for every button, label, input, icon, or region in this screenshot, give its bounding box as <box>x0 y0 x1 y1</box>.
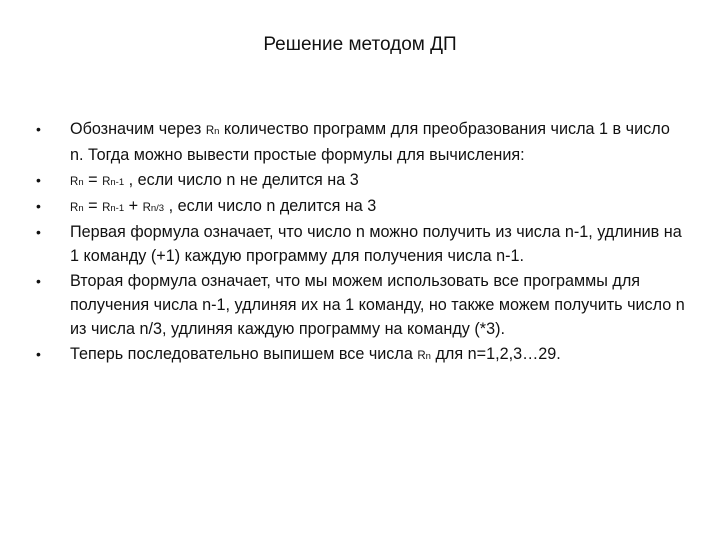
bullet-item <box>36 220 686 269</box>
equals-sign: = <box>83 170 103 189</box>
r-symbol: R <box>102 201 111 214</box>
bullet-icon: • <box>36 197 41 214</box>
bullet-icon: • <box>36 224 41 241</box>
bullet-text: Обозначим через <box>70 120 206 138</box>
bullet-item <box>36 168 686 194</box>
bullet-icon: • <box>36 171 41 188</box>
r-symbol: R <box>417 349 426 362</box>
bullet-text: , если число n не делится на 3 <box>124 170 359 189</box>
bullet-text: Теперь последовательно выпишем все числа <box>70 344 418 363</box>
r-subscript: n <box>214 126 220 137</box>
slide-title: Решение методом ДП <box>263 34 457 55</box>
bullet-icon: • <box>36 121 41 137</box>
bullet-item <box>36 269 686 342</box>
bullet-icon: • <box>36 345 41 362</box>
bullet-item <box>36 342 686 368</box>
bullet-item <box>36 117 686 168</box>
r-subscript: n <box>78 202 84 214</box>
bullet-text: для n=1,2,3…29. <box>430 344 561 363</box>
r-subscript: n-1 <box>110 202 125 214</box>
r-symbol: R <box>70 201 79 214</box>
r-subscript: n/3 <box>150 202 165 214</box>
r-symbol: R <box>102 175 111 188</box>
bullet-item <box>36 194 686 220</box>
r-subscript: n <box>425 350 431 362</box>
r-symbol: R <box>142 201 151 214</box>
plus-sign: + <box>124 196 143 215</box>
bullet-icon: • <box>36 272 41 289</box>
bullet-text: Вторая формула означает, что мы можем использовать все программы для получения числа n-1, удлиняя их на 1 команду, но также можем получить число n из числа n/3, удлиняя каждую программу на команду (*3). <box>70 271 685 339</box>
r-symbol: R <box>70 175 79 188</box>
bullet-text: Первая формула означает, что число n можно получить из числа n-1, удлинив на 1 команду (+1) каждую программу для получения числа n-1. <box>70 223 682 266</box>
bullet-text: , если число n делится на 3 <box>164 196 377 215</box>
r-symbol: R <box>205 125 215 137</box>
equals-sign: = <box>83 196 103 215</box>
r-subscript: n <box>78 176 84 188</box>
bullet-list <box>36 117 686 368</box>
bullet-text: количество программ для преобразования числа 1 в число n. Тогда можно вывести простые формулы для вычисления: <box>70 120 670 165</box>
r-subscript: n-1 <box>110 176 125 188</box>
